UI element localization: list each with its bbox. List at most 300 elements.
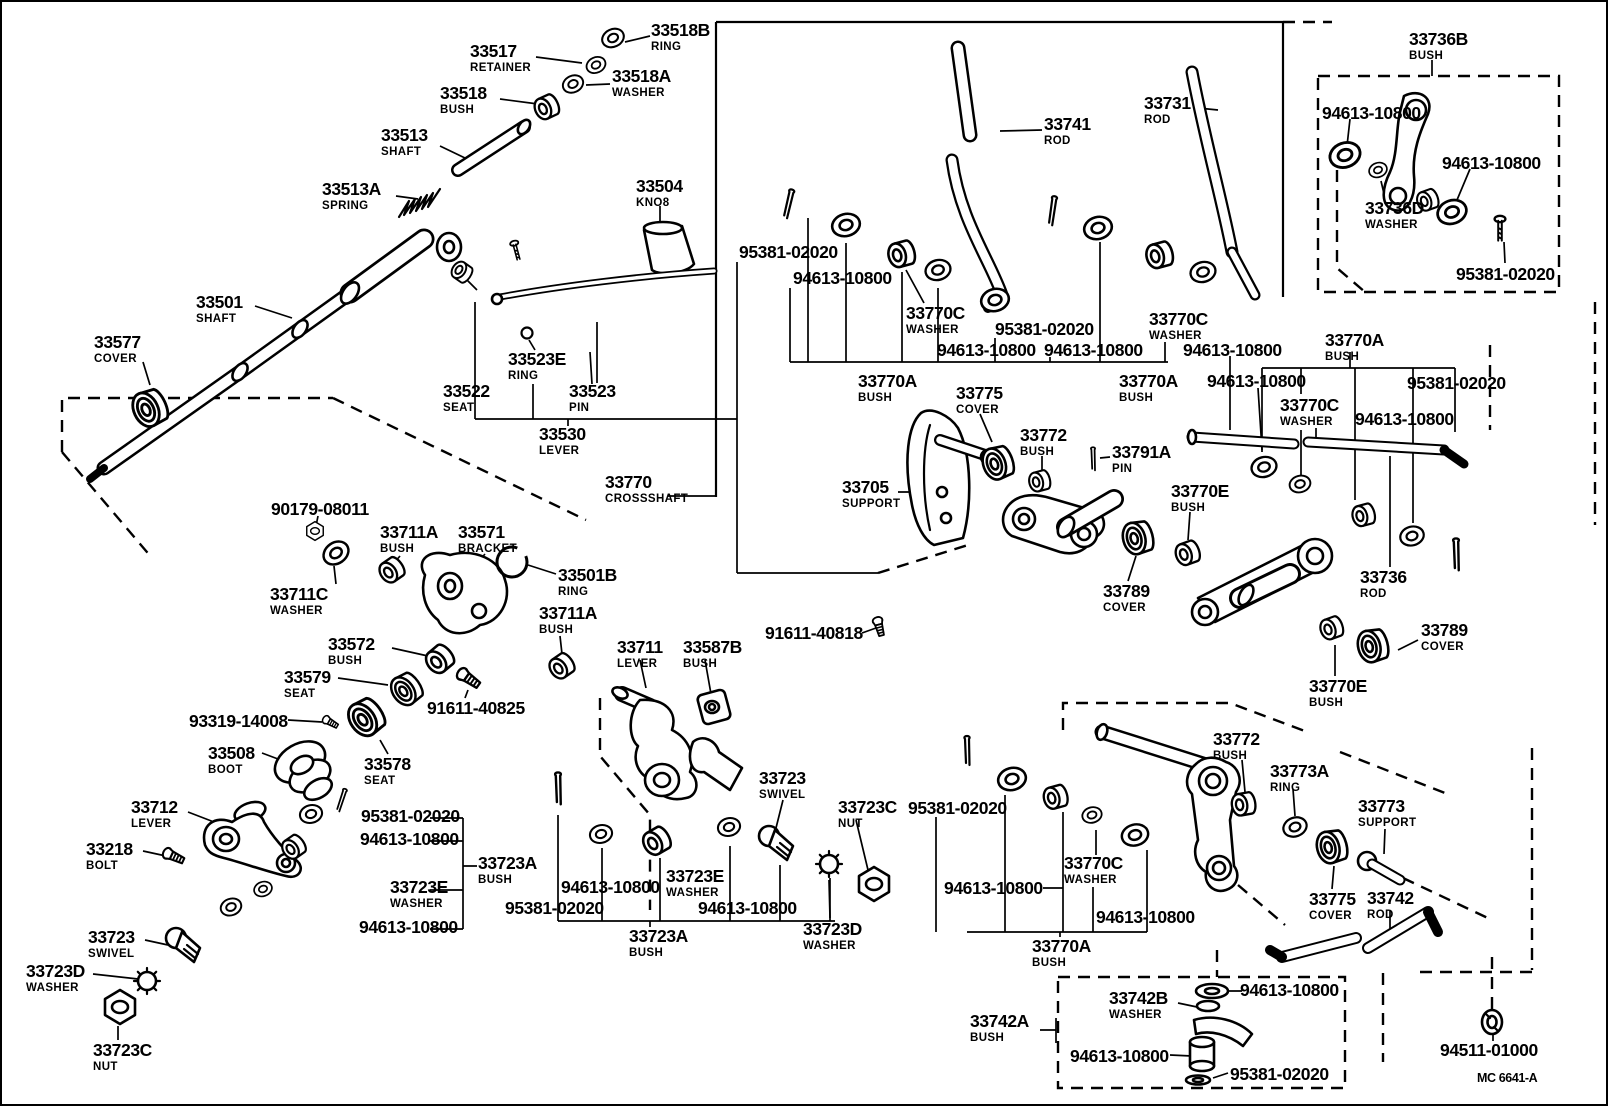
part-number: 33770 [605, 472, 652, 492]
part-number: 33736D [1365, 198, 1424, 218]
part-number: 94613-10800 [1183, 340, 1282, 360]
part-callout [698, 900, 797, 918]
part-description: SEAT [443, 401, 475, 414]
part-callout [26, 963, 85, 994]
part-number: 33711A [539, 603, 597, 623]
part-callout [906, 305, 965, 336]
part-number: 91611-40825 [427, 698, 525, 718]
part-number: 33772 [1020, 425, 1067, 445]
knob-33504-drawing [492, 222, 714, 304]
washer-94613-drawing [588, 823, 614, 846]
part-callout [440, 85, 487, 116]
part-callout [1365, 200, 1424, 231]
part-number: 33723D [26, 961, 85, 981]
support-33705-drawing [907, 411, 995, 545]
part-number: 33711A [380, 522, 438, 542]
part-number: 33723C [93, 1040, 152, 1060]
part-description: BUSH [683, 657, 718, 670]
part-number: 94613-10800 [1240, 980, 1339, 1000]
part-callout [381, 127, 428, 158]
part-callout [359, 919, 458, 937]
part-number: 33518 [440, 83, 487, 103]
part-description: LEVER [539, 444, 580, 457]
part-callout [1442, 155, 1541, 173]
part-callout [569, 383, 616, 414]
screw-93319-drawing [321, 714, 339, 729]
washer-94613-drawing [218, 896, 243, 919]
part-description: BUSH [328, 654, 363, 667]
part-description: BOOT [208, 763, 243, 776]
part-description: COVER [1103, 601, 1146, 614]
part-description: ROD [1360, 587, 1387, 600]
part-callout [271, 501, 369, 519]
part-number: 33731 [1144, 93, 1191, 113]
part-callout [944, 880, 1043, 898]
part-drawings [90, 25, 1505, 1084]
swivel-33723-drawing [759, 826, 793, 860]
part-callout [1358, 798, 1416, 829]
part-callout [1044, 116, 1091, 147]
part-callout [1407, 375, 1506, 393]
part-description: NUT [93, 1060, 118, 1073]
part-number: 33741 [1044, 114, 1091, 134]
part-number: 33577 [94, 332, 141, 352]
part-number: 33571 [458, 522, 505, 542]
part-description: CROSSSHAFT [605, 492, 689, 505]
part-description: BUSH [1309, 696, 1344, 709]
part-callout [1322, 105, 1421, 123]
part-description: BUSH [1119, 391, 1154, 404]
part-number: 94613-10800 [360, 829, 459, 849]
retainer-33517-drawing [584, 54, 608, 76]
part-number: 94613-10800 [1207, 371, 1306, 391]
part-number: 33723 [88, 927, 135, 947]
part-callout [443, 383, 490, 414]
seat-33579-drawing [386, 669, 426, 710]
part-description: SUPPORT [842, 497, 901, 510]
part-description: RING [1270, 781, 1301, 794]
part-number: 33723A [478, 853, 537, 873]
part-description: COVER [1309, 909, 1352, 922]
part-number: 33508 [208, 743, 255, 763]
part-callout [956, 385, 1003, 416]
part-callout [937, 342, 1036, 360]
bush-33770A-drawing [1350, 502, 1377, 527]
part-number: 94613-10800 [1044, 340, 1143, 360]
bush-33572-drawing [422, 642, 457, 677]
nut-33723C-drawing [859, 867, 889, 901]
part-number: 95381-02020 [361, 806, 460, 826]
part-number: 33742 [1367, 888, 1414, 908]
part-callout [629, 928, 688, 959]
part-number: 33770C [1280, 395, 1339, 415]
boot-33508-drawing [268, 733, 336, 804]
crossshaft2-drawing [964, 723, 1400, 891]
part-callout [208, 745, 255, 776]
part-number: 94613-10800 [1355, 409, 1454, 429]
part-number: 95381-02020 [908, 798, 1007, 818]
part-callout [765, 625, 863, 643]
part-number: 33705 [842, 477, 889, 497]
part-callout [1325, 332, 1384, 363]
part-description: BUSH [1020, 445, 1055, 458]
part-description: WASHER [270, 604, 323, 617]
part-description: WASHER [26, 981, 79, 994]
bush-33772-drawing [1027, 469, 1052, 493]
part-callout [284, 669, 331, 700]
part-callout [1240, 982, 1339, 1000]
part-number: 94613-10800 [1322, 103, 1421, 123]
seat-33578-drawing [343, 694, 390, 741]
part-number: 94511-01000 [1440, 1040, 1538, 1060]
part-callout [1207, 373, 1306, 391]
part-callout [1367, 890, 1414, 921]
part-number: 94613-10800 [1070, 1046, 1169, 1066]
part-callout [1149, 311, 1208, 342]
part-callout [93, 1042, 152, 1073]
part-number: 94613-10800 [944, 878, 1043, 898]
part-description: BUSH [858, 391, 893, 404]
part-number: 33513A [322, 179, 381, 199]
part-description: WASHER [612, 86, 665, 99]
part-number: 33504 [636, 176, 683, 196]
part-callout [1032, 938, 1091, 969]
part-callout [636, 178, 683, 209]
part-callout [1044, 342, 1143, 360]
part-callout [328, 636, 375, 667]
part-callout [970, 1013, 1029, 1044]
part-callout [666, 868, 724, 899]
part-number: 33770C [906, 303, 965, 323]
part-number: 33770A [858, 371, 917, 391]
part-number: 33772 [1213, 729, 1260, 749]
part-description: RING [558, 585, 589, 598]
part-number: 33712 [131, 797, 178, 817]
part-callout [505, 900, 604, 918]
part-description: WASHER [1280, 415, 1333, 428]
part-callout [651, 22, 710, 53]
part-number: 94613-10800 [793, 268, 892, 288]
part-description: NUT [838, 817, 863, 830]
nut-90179-drawing [307, 522, 324, 541]
part-description: BUSH [629, 946, 664, 959]
part-number: 94613-10800 [698, 898, 797, 918]
part-callout [470, 43, 531, 74]
part-number: 33775 [956, 383, 1003, 403]
part-number: 33723 [759, 768, 806, 788]
part-number: 90179-08011 [271, 499, 369, 519]
part-number: 95381-02020 [739, 242, 838, 262]
bolt-91611-40825-drawing [455, 666, 482, 690]
part-callout [361, 808, 460, 826]
part-description: RETAINER [470, 61, 532, 74]
part-number: 95381-02020 [1456, 264, 1555, 284]
part-number: 33742A [970, 1011, 1029, 1031]
part-callout [1360, 569, 1407, 600]
part-callout [322, 181, 381, 212]
part-number: 33791A [1112, 442, 1171, 462]
part-number: 33530 [539, 424, 586, 444]
part-callout [1421, 622, 1468, 653]
washer-94613-drawing [298, 803, 324, 826]
part-description: WASHER [1365, 218, 1418, 231]
part-number: 94613-10800 [561, 877, 660, 897]
part-number: 33523 [569, 381, 616, 401]
cotter-pin-drawing [555, 772, 561, 804]
part-callout [1112, 444, 1171, 475]
part-description: ROD [1144, 113, 1171, 126]
part-number: 33770E [1171, 481, 1229, 501]
part-description: BOLT [86, 859, 119, 872]
part-callout [1230, 1066, 1329, 1084]
part-callout [1355, 411, 1454, 429]
part-description: SPRING [322, 199, 369, 212]
part-number: 95381-02020 [505, 898, 604, 918]
washer-33770C-drawing [1288, 473, 1313, 494]
part-callout [364, 756, 411, 787]
part-number: 95381-02020 [995, 319, 1094, 339]
part-callout [86, 841, 133, 872]
part-callout [1020, 427, 1067, 458]
part-description: BUSH [1032, 956, 1067, 969]
part-description: BRACKET [458, 542, 518, 555]
doc-code [1477, 1072, 1537, 1085]
part-number: 33517 [470, 41, 517, 61]
part-number: 94613-10800 [359, 917, 458, 937]
part-number: 33501 [196, 292, 243, 312]
part-description: BUSH [1325, 350, 1360, 363]
cotter-pin-drawing [336, 788, 348, 811]
part-number: 33770E [1309, 676, 1367, 696]
part-description: KNO8 [636, 196, 670, 209]
part-callout [1103, 583, 1150, 614]
bush-33518-drawing [531, 92, 561, 121]
part-number: 33572 [328, 634, 375, 654]
part-callout [803, 921, 862, 952]
part-callout [1070, 1048, 1169, 1066]
part-callout [380, 524, 438, 555]
part-description: BUSH [478, 873, 513, 886]
part-number: 33775 [1309, 889, 1356, 909]
part-description: SHAFT [196, 312, 237, 325]
part-callout [683, 639, 742, 670]
part-description: PIN [569, 401, 590, 414]
part-description: LEVER [617, 657, 658, 670]
part-number: 33723E [390, 877, 448, 897]
bush-33723A-drawing [639, 824, 674, 858]
part-number: 33723D [803, 919, 862, 939]
part-callout [858, 373, 917, 404]
part-callout [390, 879, 448, 910]
bracket-33571-drawing [422, 553, 507, 633]
part-number: 33736 [1360, 567, 1407, 587]
part-number: 33711 [617, 637, 663, 657]
part-callout [995, 321, 1094, 339]
part-description: SWIVEL [759, 788, 806, 801]
part-description: BUSH [1171, 501, 1206, 514]
grommet-94511-drawing [1482, 1010, 1502, 1034]
part-number: 94613-10800 [937, 340, 1036, 360]
washer-94613-drawing [923, 257, 952, 283]
part-description: WASHER [390, 897, 443, 910]
part-number: 33587B [683, 637, 742, 657]
part-number: 94613-10800 [1096, 907, 1195, 927]
bolt-91611-40818-drawing [872, 616, 886, 637]
part-description: WASHER [906, 323, 959, 336]
part-description: WASHER [1149, 329, 1202, 342]
part-callout [539, 605, 597, 636]
rod-33741-drawing [952, 48, 1002, 308]
part-callout [1064, 855, 1123, 886]
part-callout [612, 68, 671, 99]
part-number: 33770A [1119, 371, 1178, 391]
washer-33711C-drawing [319, 537, 353, 569]
part-description: WASHER [1064, 873, 1117, 886]
washer-33723D-drawing [816, 851, 842, 877]
part-number: 33789 [1103, 581, 1150, 601]
washer-33723D-drawing [134, 968, 160, 994]
part-description: ROD [1044, 134, 1071, 147]
washer-94613-drawing [1082, 214, 1115, 242]
part-callout [739, 244, 838, 262]
part-callout [1456, 266, 1555, 284]
bush-33711A-drawing [376, 555, 408, 586]
part-callout [1213, 731, 1260, 762]
bush-33711A2-drawing [546, 651, 578, 682]
part-callout [539, 426, 586, 457]
part-number: 33789 [1421, 620, 1468, 640]
part-callout [1183, 342, 1282, 360]
washer-33770C-drawing [1144, 240, 1175, 270]
part-description: SEAT [284, 687, 316, 700]
part-callout [617, 639, 663, 670]
part-description: WASHER [803, 939, 856, 952]
part-description: COVER [1421, 640, 1464, 653]
washer-94613-drawing [1398, 524, 1426, 548]
part-callout [94, 334, 141, 365]
part-description: SEAT [364, 774, 396, 787]
part-description: BUSH [539, 623, 574, 636]
part-number: 91611-40818 [765, 623, 863, 643]
part-callout [561, 879, 660, 897]
part-description: SUPPORT [1358, 816, 1417, 829]
part-description: WASHER [1109, 1008, 1162, 1021]
part-callout [1171, 483, 1229, 514]
washer-33770C-drawing [886, 239, 917, 269]
rod-33736-drawing [1188, 430, 1464, 464]
part-description: RING [508, 369, 539, 382]
part-number: 33522 [443, 381, 490, 401]
part-description: RING [651, 40, 682, 53]
part-number: 93319-14008 [189, 711, 288, 731]
part-description: BUSH [1409, 49, 1444, 62]
part-callout [793, 270, 892, 288]
swivel-33723-drawing [166, 928, 200, 962]
washer-94613-drawing [830, 211, 863, 239]
part-callout [88, 929, 135, 960]
washer-94613-drawing [1249, 454, 1278, 480]
part-number: 33770C [1149, 309, 1208, 329]
part-callout [478, 855, 537, 886]
washer-33723E-drawing [716, 816, 742, 839]
bolt-33218-drawing [161, 847, 185, 866]
part-description: BUSH [970, 1031, 1005, 1044]
part-number: 33518A [612, 66, 671, 86]
washer-94613-drawing [1188, 259, 1217, 285]
part-number: 33579 [284, 667, 331, 687]
part-description: SWIVEL [88, 947, 135, 960]
part-number: 33773 [1358, 796, 1405, 816]
bush-33587B-drawing [697, 689, 732, 725]
washer-33518A-drawing [560, 72, 586, 96]
part-number: 95381-02020 [1230, 1064, 1329, 1084]
part-description: SHAFT [381, 145, 422, 158]
part-number: 33218 [86, 839, 133, 859]
part-number: 33770A [1032, 936, 1091, 956]
part-callout [1144, 95, 1191, 126]
part-callout [196, 294, 243, 325]
part-description: ROD [1367, 908, 1394, 921]
part-number: 33723C [838, 797, 897, 817]
part-description: PIN [1112, 462, 1133, 475]
lever-33712-drawing [204, 798, 301, 877]
part-number: 33770A [1325, 330, 1384, 350]
part-number: 33742B [1109, 988, 1168, 1008]
part-number: 33770C [1064, 853, 1123, 873]
part-callout [360, 831, 459, 849]
part-callout [759, 770, 806, 801]
part-description: COVER [94, 352, 137, 365]
part-number: 33523E [508, 349, 566, 369]
part-number: 33773A [1270, 761, 1329, 781]
cotter-pin-drawing [1453, 538, 1459, 570]
part-callout [270, 586, 328, 617]
shaft-33501-drawing [90, 233, 461, 479]
part-callout [508, 351, 566, 382]
part-callout [189, 713, 288, 731]
nut-33723C-drawing [105, 990, 135, 1024]
part-number: 33513 [381, 125, 428, 145]
ring-33518B-drawing [599, 25, 627, 50]
doc-code-text: MC 6641-A [1477, 1071, 1538, 1085]
part-number: 95381-02020 [1407, 373, 1506, 393]
part-callout [558, 567, 617, 598]
cotter-pin-drawing [782, 189, 794, 218]
part-description: BUSH [380, 542, 415, 555]
part-callout [458, 524, 517, 555]
cotter-pin-drawing [1047, 196, 1057, 225]
part-callout [1309, 891, 1356, 922]
part-callout [908, 800, 1007, 818]
part-callout [1270, 763, 1329, 794]
part-number: 94613-10800 [1442, 153, 1541, 173]
part-callout [1119, 373, 1178, 404]
part-number: 33578 [364, 754, 411, 774]
part-description: BUSH [1213, 749, 1248, 762]
part-callout [605, 474, 688, 505]
part-number: 33723A [629, 926, 688, 946]
part-description: COVER [956, 403, 999, 416]
part-callout [427, 700, 525, 718]
part-number: 33518B [651, 20, 710, 40]
part-callout [1409, 31, 1468, 62]
pin-33791A-drawing [1091, 447, 1095, 470]
part-description: WASHER [666, 886, 719, 899]
part-callout [1440, 1042, 1538, 1060]
part-callout [131, 799, 178, 830]
washer-33723E-drawing [252, 879, 274, 899]
part-callout [1096, 909, 1195, 927]
